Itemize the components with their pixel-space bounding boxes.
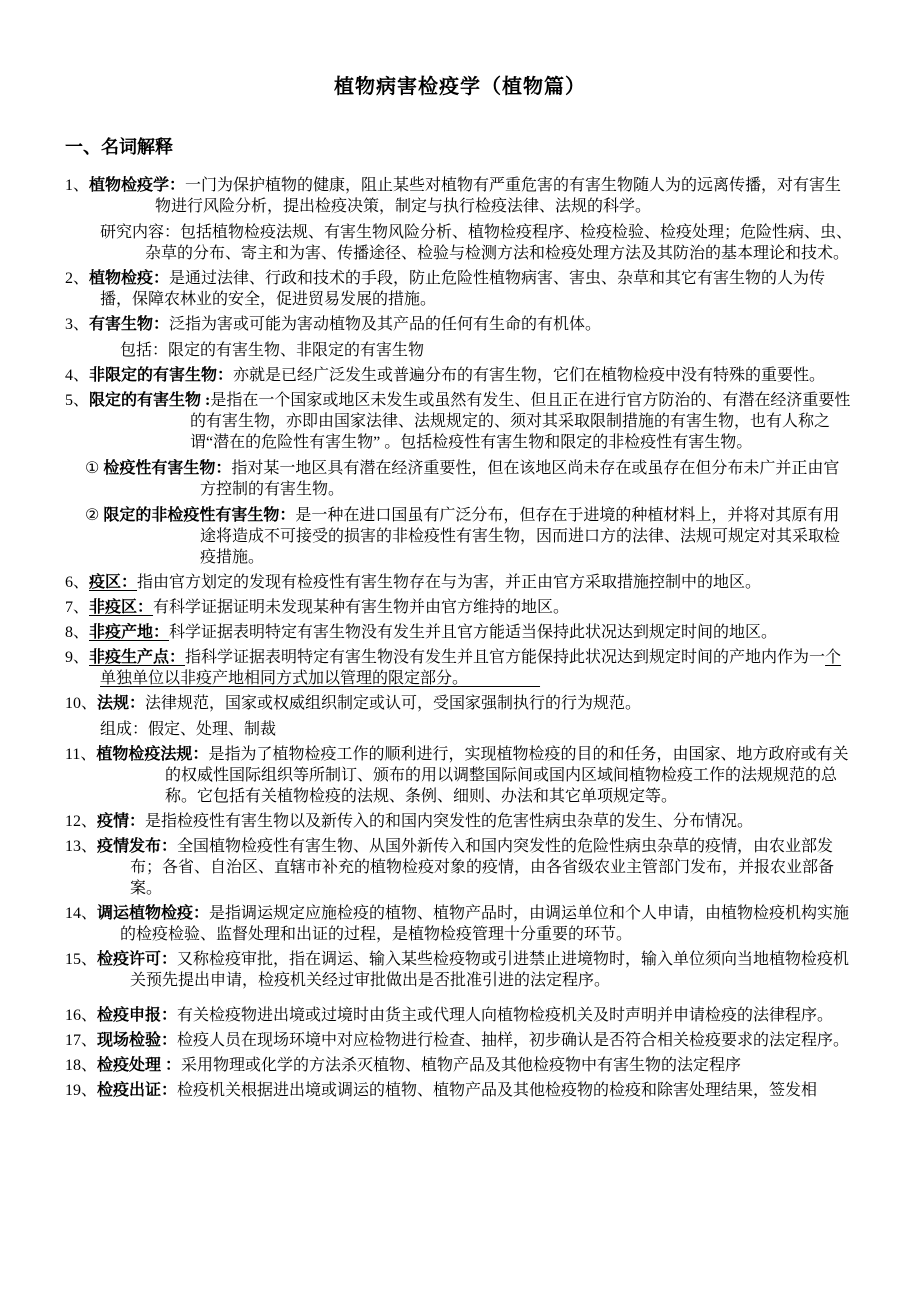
- definition-item: [65, 949, 855, 991]
- definition-paragraph: [65, 572, 855, 593]
- term: 非疫生产点：: [89, 649, 186, 666]
- term: 现场检验：: [97, 1032, 178, 1049]
- definition-text: 一门为保护植物的健康，阻止某些对植物有严重危害的有害生物随人为的远离传播，对有害生物进行风险分析，提出检疫决策，制定与执行检疫法律、法规的科学。: [155, 177, 842, 215]
- definition-paragraph: [65, 597, 855, 618]
- underline-filler: [460, 670, 540, 687]
- term: 植物检疫：: [89, 270, 170, 287]
- definition-text: 是指在一个国家或地区未发生或虽然有发生、但且正在进行官方防治的、有潜在经济重要性的有害生物，亦即由国家法律、法规规定的、须对其采取限制措施的有害生物，也有人称之谓“潜在的危险性有害生物” 。包括检疫性有害生物和限定的非检疫性有害生物。: [190, 392, 851, 451]
- definition-text: 亦就是已经广泛发生或普遍分布的有害生物，它们在植物检疫中没有特殊的重要性。: [233, 367, 826, 384]
- definition-paragraph: [65, 268, 855, 310]
- definition-item: [65, 693, 855, 740]
- term: 检疫申报：: [97, 1007, 178, 1024]
- term: 植物检疫法规：: [96, 746, 209, 763]
- item-number: 10、: [65, 695, 98, 712]
- definition-item: [65, 597, 855, 618]
- definition-text: 包括植物检疫法规、有害生物风险分析、植物检疫程序、检疫检验、检疫处理；危险性病、虫、杂草的分布、寄主和为害、传播途径、检验与检测方法和检疫处理方法及其防治的基本理论和技术。: [145, 224, 853, 262]
- definition-text: 指科学证据表明特定有害生物没有发生并且官方能保持此状况达到规定时间的产地内作为一: [185, 649, 826, 666]
- definition-text: 有科学证据证明未发现某种有害生物并由官方维持的地区。: [153, 599, 570, 616]
- item-number: 16、: [65, 1007, 98, 1024]
- definition-text: 检疫人员在现场环境中对应检物进行检查、抽样，初步确认是否符合相关检疫要求的法定程序。: [177, 1032, 850, 1049]
- definition-text: 有关检疫物进出境或过境时由货主或代理人向植物检疫机关及时声明并申请检疫的法律程序。: [177, 1007, 834, 1024]
- sub-label: 包括：: [120, 342, 169, 359]
- term: 限定的非检疫性有害生物：: [103, 507, 296, 524]
- definition-paragraph: [65, 1055, 855, 1076]
- item-number: 17、: [65, 1032, 98, 1049]
- term: 非疫产地：: [89, 624, 170, 641]
- term: 调运植物检疫：: [97, 905, 210, 922]
- definition-text: 是通过法律、行政和技术的手段，防止危险性植物病害、害虫、杂草和其它有害生物的人为传播，保障农林业的安全，促进贸易发展的措施。: [100, 270, 826, 308]
- item-number: 4、: [65, 367, 90, 384]
- sub-label: 组成：: [100, 721, 149, 738]
- definition-paragraph: [65, 949, 855, 991]
- item-number: 14、: [65, 905, 98, 922]
- definition-text: 泛指为害或可能为害动植物及其产品的任何有生命的有机体。: [169, 316, 602, 333]
- definition-paragraph: [65, 314, 855, 335]
- item-number: 11、: [65, 746, 97, 763]
- definition-paragraph: [65, 647, 855, 689]
- definition-paragraph: [65, 719, 855, 740]
- definition-text: 法律规范，国家或权威组织制定或认可，受国家强制执行的行为规范。: [145, 695, 642, 712]
- definition-text: 检疫机关根据进出境或调运的植物、植物产品及其他检疫物的检疫和除害处理结果，签发相: [177, 1082, 818, 1099]
- definitions-list: [65, 175, 855, 1101]
- definition-text: 指由官方划定的发现有检疫性有害生物存在与为害，并正由官方采取措施控制中的地区。: [137, 574, 762, 591]
- definition-item: [65, 175, 855, 264]
- term: 疫情：: [97, 813, 146, 830]
- definition-item: [65, 314, 855, 361]
- definition-paragraph: [65, 390, 855, 453]
- definition-item: [65, 1080, 855, 1101]
- definition-text: 是指检疫性有害生物以及新传入的和国内突发性的危害性病虫杂草的发生、分布情况。: [145, 813, 754, 830]
- definition-paragraph: [65, 903, 855, 945]
- item-number: 1、: [65, 177, 90, 194]
- definition-item: [65, 622, 855, 643]
- definition-item: [65, 390, 855, 568]
- definition-item: [65, 268, 855, 310]
- definition-item: [65, 744, 855, 807]
- definition-item: [65, 1055, 855, 1076]
- definition-paragraph: [65, 744, 855, 807]
- item-number: 8、: [65, 624, 90, 641]
- term: 疫区：: [89, 574, 138, 591]
- definition-text: 是指为了植物检疫工作的顺利进行，实现植物检疫的目的和任务，由国家、地方政府或有关的权威性国际组织等所制订、颁布的用以调整国际间或国内区域间植物检疫工作的法规规范的总称。它包括有关植物检疫的法规、条例、细则、办法和其它单项规定等。: [165, 746, 849, 805]
- definition-text: 限定的有害生物、非限定的有害生物: [168, 342, 425, 359]
- item-number: 15、: [65, 951, 98, 968]
- definition-item: [65, 811, 855, 832]
- sub-item-number: ②: [85, 507, 104, 524]
- sub-label: 研究内容：: [100, 224, 181, 241]
- definition-item: [65, 647, 855, 689]
- definition-item: [65, 903, 855, 945]
- definition-paragraph: [65, 365, 855, 386]
- item-number: 19、: [65, 1082, 98, 1099]
- section-heading: 一、名词解释: [65, 137, 173, 157]
- definition-paragraph: [65, 836, 855, 899]
- definition-paragraph: [65, 1030, 855, 1051]
- term: 非限定的有害生物：: [89, 367, 234, 384]
- item-number: 9、: [65, 649, 90, 666]
- definition-item: [65, 365, 855, 386]
- term: 植物检疫学：: [89, 177, 186, 194]
- item-number: 6、: [65, 574, 90, 591]
- definition-paragraph: [65, 1080, 855, 1101]
- definition-paragraph: [65, 1005, 855, 1026]
- term: 有害生物：: [89, 316, 170, 333]
- definition-item: [65, 1030, 855, 1051]
- term: 检疫处理 ：: [97, 1057, 182, 1074]
- item-number: 7、: [65, 599, 90, 616]
- definition-item: [65, 836, 855, 899]
- term: 检疫许可：: [97, 951, 178, 968]
- item-number: 3、: [65, 316, 90, 333]
- definition-text: 是指调运规定应施检疫的植物、植物产品时，由调运单位和个人申请，由植物检疫机构实施的检疫检验、监督处理和出证的过程，是植物检疫管理十分重要的环节。: [120, 905, 850, 943]
- definition-paragraph: [65, 340, 855, 361]
- definition-paragraph: [65, 175, 855, 217]
- definition-text: 全国植物检疫性有害生物、从国外新传入和国内突发性的危险性病虫杂草的疫情，由农业部发布；各省、自治区、直辖市补充的植物检疫对象的疫情，由各省级农业主管部门发布，并报农业部备案。: [130, 838, 835, 897]
- item-number: 2、: [65, 270, 90, 287]
- definition-paragraph: [65, 458, 855, 500]
- definition-paragraph: [65, 222, 855, 264]
- item-number: 18、: [65, 1057, 98, 1074]
- term: 法规：: [97, 695, 146, 712]
- definition-paragraph: [65, 622, 855, 643]
- item-number: 5、: [65, 392, 90, 409]
- sub-item-number: ①: [85, 460, 104, 477]
- term: 疫情发布：: [97, 838, 178, 855]
- definition-paragraph: [65, 505, 855, 568]
- term: 检疫性有害生物：: [103, 460, 232, 477]
- item-number: 12、: [65, 813, 98, 830]
- definition-text: 是一种在进口国虽有广泛分布，但存在于进境的种植材料上，并将对其原有用途将造成不可接受的损害的非检疫性有害生物，因而进口方的法律、法规可规定对其采取检疫措施。: [200, 507, 841, 566]
- definition-paragraph: [65, 811, 855, 832]
- definition-item: [65, 572, 855, 593]
- definition-text: 假定、处理、制裁: [148, 721, 277, 738]
- definition-paragraph: [65, 693, 855, 714]
- definition-text: 个单独单位以非疫产地相同方式加以管理的限定部分。: [100, 649, 842, 687]
- definition-text: 指对某一地区具有潜在经济重要性，但在该地区尚未存在或虽存在但分布未广并正由官方控制的有害生物。: [200, 460, 840, 498]
- term: 限定的有害生物 :: [89, 392, 211, 409]
- definition-text: 科学证据表明特定有害生物没有发生并且官方能适当保持此状况达到规定时间的地区。: [169, 624, 778, 641]
- item-number: 13、: [65, 838, 98, 855]
- term: 检疫出证：: [97, 1082, 178, 1099]
- definition-text: 又称检疫审批，指在调运、输入某些检疫物或引进禁止进境物时，输入单位须向当地植物检疫机关预先提出申请，检疫机关经过审批做出是否批准引进的法定程序。: [130, 951, 850, 989]
- term: 非疫区：: [89, 599, 154, 616]
- definition-text: 采用物理或化学的方法杀灭植物、植物产品及其他检疫物中有害生物的法定程序: [181, 1057, 742, 1074]
- definition-item: [65, 1005, 855, 1026]
- document-title: 植物病害检疫学（植物篇）: [334, 76, 586, 98]
